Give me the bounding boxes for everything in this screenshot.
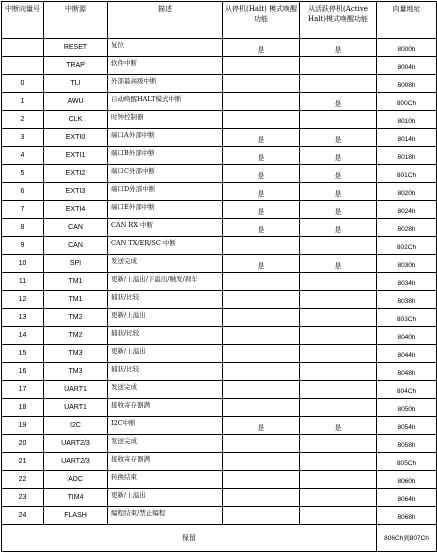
table-row <box>2 111 437 129</box>
vector-address-cell: 8010h <box>377 111 437 129</box>
vector-address-cell: 803Ch <box>377 309 437 327</box>
vector-address-cell: 8028h <box>377 219 437 237</box>
halt-wakeup-cell <box>223 93 300 111</box>
table-row <box>2 507 437 525</box>
vector-address-cell: 8068h <box>377 507 437 525</box>
header-interrupt-source: 中断源 <box>44 2 108 39</box>
vector-address-cell: 8060h <box>377 471 437 489</box>
vector-number-cell: 14 <box>2 327 44 345</box>
description-cell: 捕获/比较 <box>108 327 223 345</box>
table-row <box>2 93 437 111</box>
vector-address-cell: 8008h <box>377 75 437 93</box>
table-row <box>2 489 437 507</box>
active-halt-wakeup-cell: 是 <box>300 165 377 183</box>
interrupt-source-cell: ADC <box>44 471 108 489</box>
interrupt-source-cell: UART2/3 <box>44 435 108 453</box>
header-active-halt-wakeup: 从活跃停机(Active Halt)模式唤醒功能 <box>300 2 377 39</box>
table-row <box>2 129 437 147</box>
vector-number-cell: 4 <box>2 147 44 165</box>
vector-number-cell: 24 <box>2 507 44 525</box>
active-halt-wakeup-cell <box>300 237 377 255</box>
interrupt-source-cell: CLK <box>44 111 108 129</box>
description-cell: 接收寄存器满 <box>108 399 223 417</box>
halt-wakeup-cell <box>223 75 300 93</box>
vector-number-cell: 0 <box>2 75 44 93</box>
halt-wakeup-cell: 是 <box>223 255 300 273</box>
table-row <box>2 255 437 273</box>
interrupt-source-cell: UART2/3 <box>44 453 108 471</box>
active-halt-wakeup-cell <box>300 309 377 327</box>
description-cell: 接收寄存器满 <box>108 453 223 471</box>
table-row <box>2 399 437 417</box>
table-header-row <box>2 2 437 39</box>
vector-address-cell: 800Ch <box>377 93 437 111</box>
halt-wakeup-cell <box>223 309 300 327</box>
active-halt-wakeup-cell <box>300 291 377 309</box>
vector-address-cell: 8000h <box>377 39 437 57</box>
halt-wakeup-cell: 是 <box>223 39 300 57</box>
halt-wakeup-cell: 是 <box>223 183 300 201</box>
halt-wakeup-cell: 是 <box>223 219 300 237</box>
active-halt-wakeup-cell <box>300 363 377 381</box>
vector-number-cell <box>2 57 44 75</box>
halt-wakeup-cell <box>223 327 300 345</box>
vector-number-cell: 2 <box>2 111 44 129</box>
description-cell: 复位 <box>108 39 223 57</box>
table-row <box>2 291 437 309</box>
vector-number-cell: 22 <box>2 471 44 489</box>
interrupt-source-cell: EXTI3 <box>44 183 108 201</box>
vector-number-cell: 9 <box>2 237 44 255</box>
description-cell: 软件中断 <box>108 57 223 75</box>
active-halt-wakeup-cell: 是 <box>300 183 377 201</box>
halt-wakeup-cell: 是 <box>223 417 300 435</box>
vector-number-cell: 17 <box>2 381 44 399</box>
vector-address-cell: 8018h <box>377 147 437 165</box>
interrupt-source-cell: EXTI2 <box>44 165 108 183</box>
vector-address-cell: 8020h <box>377 183 437 201</box>
description-cell: 自动唤醒HALT模式中断 <box>108 93 223 111</box>
vector-address-cell: 8024h <box>377 201 437 219</box>
interrupt-source-cell: CAN <box>44 219 108 237</box>
table-row <box>2 147 437 165</box>
header-description: 描述 <box>108 2 223 39</box>
vector-address-cell: 8040h <box>377 327 437 345</box>
table-row <box>2 309 437 327</box>
active-halt-wakeup-cell <box>300 471 377 489</box>
halt-wakeup-cell: 是 <box>223 147 300 165</box>
header-vector-address: 向量地址 <box>377 2 437 39</box>
halt-wakeup-cell <box>223 381 300 399</box>
interrupt-source-cell: TM3 <box>44 345 108 363</box>
description-cell: 发送完成 <box>108 381 223 399</box>
interrupt-vector-table <box>1 1 437 552</box>
halt-wakeup-cell <box>223 435 300 453</box>
active-halt-wakeup-cell: 是 <box>300 417 377 435</box>
halt-wakeup-cell: 是 <box>223 129 300 147</box>
interrupt-source-cell: TM2 <box>44 309 108 327</box>
vector-address-cell: 8050h <box>377 399 437 417</box>
halt-wakeup-cell <box>223 363 300 381</box>
vector-number-cell <box>2 39 44 57</box>
vector-address-cell: 802Ch <box>377 237 437 255</box>
description-cell: 更新/上溢出 <box>108 489 223 507</box>
halt-wakeup-cell <box>223 273 300 291</box>
halt-wakeup-cell <box>223 291 300 309</box>
vector-number-cell: 3 <box>2 129 44 147</box>
vector-number-cell: 7 <box>2 201 44 219</box>
vector-address-cell: 804Ch <box>377 381 437 399</box>
interrupt-source-cell: TRAP <box>44 57 108 75</box>
interrupt-source-cell: AWU <box>44 93 108 111</box>
halt-wakeup-cell <box>223 345 300 363</box>
halt-wakeup-cell <box>223 453 300 471</box>
interrupt-source-cell: I2C <box>44 417 108 435</box>
active-halt-wakeup-cell <box>300 381 377 399</box>
active-halt-wakeup-cell <box>300 111 377 129</box>
active-halt-wakeup-cell: 是 <box>300 255 377 273</box>
interrupt-source-cell: TM2 <box>44 327 108 345</box>
vector-number-cell: 23 <box>2 489 44 507</box>
interrupt-source-cell: FLASH <box>44 507 108 525</box>
description-cell: 更新/上溢出 <box>108 345 223 363</box>
table-row <box>2 453 437 471</box>
reserved-address-cell: 806Ch到807Ch <box>377 525 437 552</box>
vector-address-cell: 8014h <box>377 129 437 147</box>
interrupt-source-cell: TM1 <box>44 273 108 291</box>
description-cell: 转换结束 <box>108 471 223 489</box>
interrupt-source-cell: EXTI1 <box>44 147 108 165</box>
active-halt-wakeup-cell: 是 <box>300 93 377 111</box>
vector-number-cell: 18 <box>2 399 44 417</box>
table-row <box>2 39 437 57</box>
description-cell: CAN RX 中断 <box>108 219 223 237</box>
interrupt-source-cell: UART1 <box>44 399 108 417</box>
halt-wakeup-cell <box>223 399 300 417</box>
description-cell: 发送完成 <box>108 435 223 453</box>
table-row <box>2 327 437 345</box>
header-halt-wakeup: 从停机(Halt) 模式唤醒功能 <box>223 2 300 39</box>
vector-number-cell: 13 <box>2 309 44 327</box>
description-cell: 端口B外部中断 <box>108 147 223 165</box>
description-cell: I2C中断 <box>108 417 223 435</box>
vector-address-cell: 8030h <box>377 255 437 273</box>
halt-wakeup-cell <box>223 489 300 507</box>
reserved-row <box>2 525 437 552</box>
table-row <box>2 219 437 237</box>
table-row <box>2 237 437 255</box>
interrupt-source-cell: TM1 <box>44 291 108 309</box>
interrupt-source-cell: EXTI0 <box>44 129 108 147</box>
vector-number-cell: 15 <box>2 345 44 363</box>
table-row <box>2 75 437 93</box>
halt-wakeup-cell <box>223 471 300 489</box>
table-row <box>2 201 437 219</box>
vector-address-cell: 805Ch <box>377 453 437 471</box>
active-halt-wakeup-cell <box>300 507 377 525</box>
description-cell: 端口A外部中断 <box>108 129 223 147</box>
halt-wakeup-cell <box>223 57 300 75</box>
halt-wakeup-cell <box>223 111 300 129</box>
interrupt-source-cell: TM3 <box>44 363 108 381</box>
description-cell: 发送完成 <box>108 255 223 273</box>
vector-number-cell: 1 <box>2 93 44 111</box>
active-halt-wakeup-cell <box>300 399 377 417</box>
description-cell: 时钟控制器 <box>108 111 223 129</box>
active-halt-wakeup-cell: 是 <box>300 129 377 147</box>
vector-number-cell: 6 <box>2 183 44 201</box>
description-cell: 端口E外部中断 <box>108 201 223 219</box>
vector-address-cell: 801Ch <box>377 165 437 183</box>
table-row <box>2 273 437 291</box>
active-halt-wakeup-cell <box>300 75 377 93</box>
vector-address-cell: 8038h <box>377 291 437 309</box>
reserved-label-cell: 保留 <box>2 525 377 552</box>
description-cell: 端口D外部中断 <box>108 183 223 201</box>
vector-number-cell: 12 <box>2 291 44 309</box>
interrupt-source-cell: TLI <box>44 75 108 93</box>
description-cell: 外部最高级中断 <box>108 75 223 93</box>
vector-address-cell: 8064h <box>377 489 437 507</box>
interrupt-source-cell: RESET <box>44 39 108 57</box>
active-halt-wakeup-cell: 是 <box>300 201 377 219</box>
interrupt-source-cell: UART1 <box>44 381 108 399</box>
active-halt-wakeup-cell <box>300 435 377 453</box>
vector-address-cell: 8044h <box>377 345 437 363</box>
active-halt-wakeup-cell <box>300 57 377 75</box>
interrupt-source-cell: TIM4 <box>44 489 108 507</box>
table-row <box>2 417 437 435</box>
vector-address-cell: 8058h <box>377 435 437 453</box>
table-row <box>2 363 437 381</box>
description-cell: 端口C外部中断 <box>108 165 223 183</box>
active-halt-wakeup-cell <box>300 273 377 291</box>
vector-number-cell: 20 <box>2 435 44 453</box>
halt-wakeup-cell <box>223 507 300 525</box>
vector-number-cell: 11 <box>2 273 44 291</box>
interrupt-source-cell: CAN <box>44 237 108 255</box>
description-cell: 捕获/比较 <box>108 363 223 381</box>
vector-number-cell: 8 <box>2 219 44 237</box>
vector-number-cell: 19 <box>2 417 44 435</box>
table-row <box>2 471 437 489</box>
table-row <box>2 435 437 453</box>
vector-number-cell: 5 <box>2 165 44 183</box>
vector-number-cell: 10 <box>2 255 44 273</box>
active-halt-wakeup-cell <box>300 453 377 471</box>
table-row <box>2 183 437 201</box>
active-halt-wakeup-cell: 是 <box>300 219 377 237</box>
vector-number-cell: 16 <box>2 363 44 381</box>
interrupt-source-cell: SPI <box>44 255 108 273</box>
description-cell: 更新/上溢出/下溢出/触发/刹车 <box>108 273 223 291</box>
table-row <box>2 165 437 183</box>
description-cell: 捕获/比较 <box>108 291 223 309</box>
active-halt-wakeup-cell <box>300 489 377 507</box>
active-halt-wakeup-cell <box>300 345 377 363</box>
vector-address-cell: 8034h <box>377 273 437 291</box>
active-halt-wakeup-cell: 是 <box>300 39 377 57</box>
vector-address-cell: 8054h <box>377 417 437 435</box>
table-row <box>2 57 437 75</box>
description-cell: 编程结束/禁止编程 <box>108 507 223 525</box>
vector-address-cell: 8048h <box>377 363 437 381</box>
description-cell: 更新/上溢出 <box>108 309 223 327</box>
active-halt-wakeup-cell <box>300 327 377 345</box>
description-cell: CAN TX/ER/SC 中断 <box>108 237 223 255</box>
vector-address-cell: 8004h <box>377 57 437 75</box>
halt-wakeup-cell: 是 <box>223 201 300 219</box>
halt-wakeup-cell: 是 <box>223 165 300 183</box>
table-row <box>2 345 437 363</box>
halt-wakeup-cell <box>223 237 300 255</box>
interrupt-source-cell: EXTI4 <box>44 201 108 219</box>
table-row <box>2 381 437 399</box>
header-vector-number: 中断向量号 <box>2 2 44 39</box>
active-halt-wakeup-cell: 是 <box>300 147 377 165</box>
vector-number-cell: 21 <box>2 453 44 471</box>
